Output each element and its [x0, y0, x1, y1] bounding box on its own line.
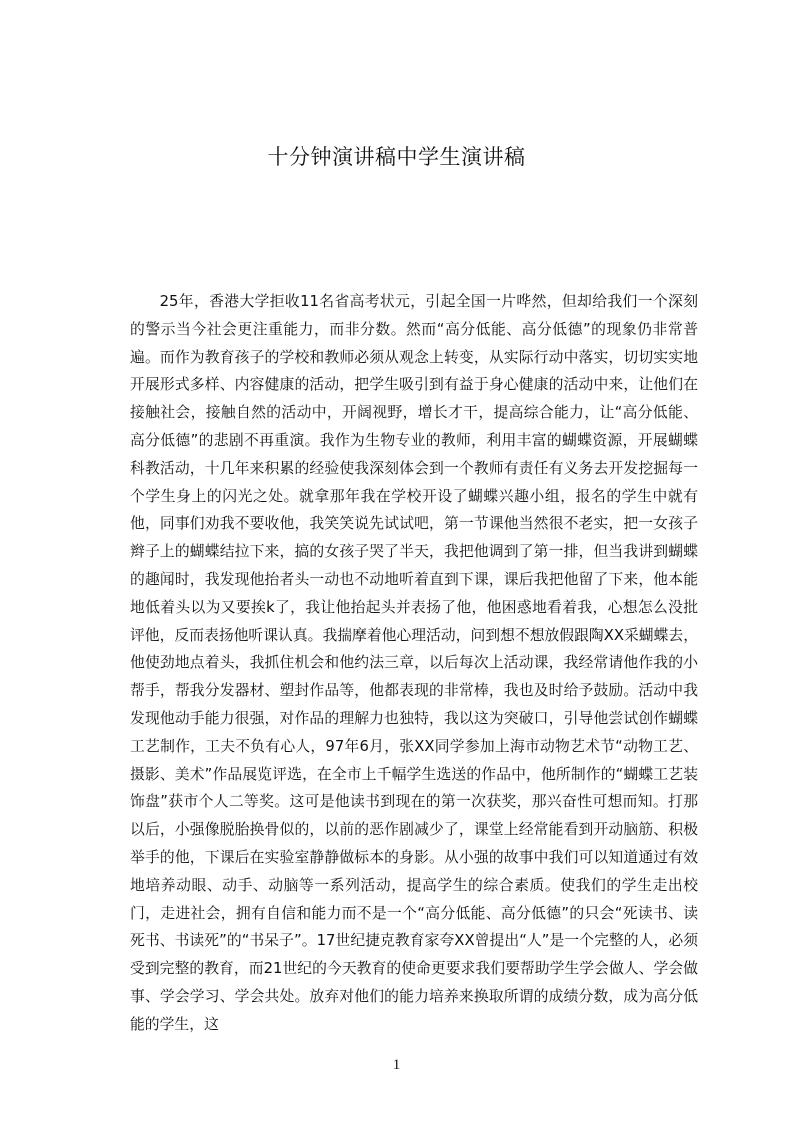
page-title: 十分钟演讲稿中学生演讲稿	[267, 145, 526, 169]
page-number: 1	[392, 1057, 401, 1073]
body-paragraph: 25年，香港大学拒收11名省高考状元，引起全国一片哗然，但却给我们一个深刻的警示当今社会更注重能力，而非分数。然而“高分低能、高分低德”的现象仍非常普遍。而作为教育孩子的学校和教师必须从观念上转变，从实际行动中落实，切切实实地开展形式多样、内容健康的活动，把学生吸引到有益于身心健康的活动中来，让他们在接触社会，接触自然的活动中，开阔视野，增长才干，提高综合能力，让“高分低能、高分低德”的悲剧不再重演。我作为生物专业的教师，利用丰富的蝴蝶资源，开展蝴蝶科教活动，十几年来积累的经验使我深刻体会到一个教师有责任有义务去开发挖掘每一个学生身上的闪光之处。就拿那年我在学校开设了蝴蝶兴趣小组，报名的学生中就有他，同事们劝我不要收他，我笑笑说先试试吧，第一节课他当然很不老实，把一女孩子辫子上的蝴蝶结拉下来，搞的女孩子哭了半天，我把他调到了第一排，但当我讲到蝴蝶的趣闻时，我发现他抬者头一动也不动地听着直到下课，课后我把他留了下来，他本能地低着头以为又要挨k了，我让他抬起头并表扬了他，他困惑地看着我，心想怎么没批评他，反而表扬他听课认真。我揣摩着他心理活动，问到想不想放假跟陶XX采蝴蝶去，他使劲地点着头，我抓住机会和他约法三章，以后每次上活动课，我经常请他作我的小帮手，帮我分发器材、塑封作品等，他都表现的非常棒，我也及时给予鼓励。活动中我发现他动手能力很强，对作品的理解力也独特，我以这为突破口，引导他尝试创作蝴蝶工艺制作，工夫不负有心人，97年6月，张XX同学参加上海市动物艺术节“动物工艺、摄影、美术”作品展览评选，在全市上千幅学生选送的作品中，他所制作的“蝴蝶工艺装饰盘”获市个人二等奖。这可是他读书到现在的第一次获奖，那兴奋性可想而知。打那以后，小强像脱胎换骨似的，以前的恶作剧减少了，课堂上经常能看到开动脑筋、积极举手的他，下课后在实验室静静做标本的身影。从小强的故事中我们可以知道通过有效地培养动眼、动手、动脑等一系列活动，提高学生的综合素质。使我们的学生走出校门，走进社会，拥有自信和能力而不是一个“高分低能、高分低德”的只会“死读书、读死书、书读死”的“书呆子”。17世纪捷克教育家夸XX曾提出“人”是一个完整的人，必须受到完整的教育，而21世纪的今天教育的使命更要求我们要帮助学生学会做人、学会做事、学会学习、学会共处。放弃对他们的能力培养来换取所谓的成绩分数，成为高分低能的学生，这	[130, 293, 698, 1033]
